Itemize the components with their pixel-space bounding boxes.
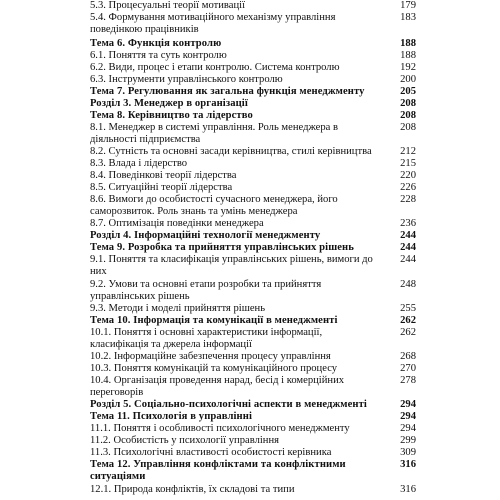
toc-entry-title: Тема 11. Психологія в управлінні	[90, 411, 253, 422]
toc-entry-title: 5.4. Формування мотиваційного механізму управління поведінкою працівників	[90, 12, 336, 35]
toc-entry-title: Тема 12. Управління конфліктами та конфліктними ситуаціями	[90, 459, 346, 482]
toc-entry-page: 270	[400, 363, 416, 374]
toc-entry-page: 294	[400, 423, 416, 434]
toc-entry-page: 200	[400, 74, 416, 85]
toc-entry-page: 244	[400, 254, 416, 265]
toc-entry-page: 299	[400, 435, 416, 446]
toc-entry-title: 8.3. Влада і лідерство	[90, 158, 188, 169]
toc-entry-page: 212	[400, 146, 416, 157]
toc-entry-page: 244	[400, 230, 416, 241]
toc-entry-title: 5.3. Процесуальні теорії мотивації	[90, 0, 246, 11]
toc-entry-page: 248	[400, 279, 416, 290]
toc-entry-title: 6.1. Поняття та суть контролю	[90, 50, 227, 61]
toc-entry-title: 11.2. Особистість у психології управління	[90, 435, 280, 446]
toc-entry-page: 294	[400, 399, 416, 410]
toc-entry-title: 9.3. Методи і моделі прийняття рішень	[90, 303, 266, 314]
toc-entry-title: 8.6. Вимоги до особистості сучасного менеджера, його саморозвиток. Роль знань та умінь менеджера	[90, 194, 338, 217]
toc-entry-page: 255	[400, 303, 416, 314]
toc-entry-page: 188	[400, 38, 416, 49]
toc-entry-page: 188	[400, 50, 416, 61]
toc-entry-page: 192	[400, 62, 416, 73]
toc-entry-page: 244	[400, 242, 416, 253]
toc-entry-title: Тема 9. Розробка та прийняття управлінських рішень	[90, 242, 354, 253]
toc-entry-page: 205	[400, 86, 416, 97]
toc-entry-title: 10.2. Інформаційне забезпечення процесу управління	[90, 351, 331, 362]
toc-entry-title: Розділ 5. Соціально-психологічні аспекти в менеджменті	[90, 399, 367, 410]
toc-entry-page: 236	[400, 218, 416, 229]
toc-entry-title: Тема 6. Функція контролю	[90, 38, 222, 49]
toc-entry-page: 179	[400, 0, 416, 11]
toc-entry-page: 208	[400, 122, 416, 133]
toc-entry-page: 208	[400, 98, 416, 109]
toc-entry-title: 8.4. Поведінкові теорії лідерства	[90, 170, 237, 181]
toc-entry-title: 11.3. Психологічні властивості особистості керівника	[90, 447, 332, 458]
toc-entry-title: 11.1. Поняття і особливості психологічного менеджменту	[90, 423, 350, 434]
toc-entry-title: Тема 8. Керівництво та лідерство	[90, 110, 253, 121]
toc-entry-title: 10.3. Поняття комунікацій та комунікаційного процесу	[90, 363, 338, 374]
toc-entry-page: 309	[400, 447, 416, 458]
toc-entry-title: 6.2. Види, процес і етапи контролю. Система контролю	[90, 62, 340, 73]
toc-entry-title: 8.5. Ситуаційні теорії лідерства	[90, 182, 233, 193]
toc-entry-title: 9.1. Поняття та класифікація управлінських рішень, вимоги до них	[90, 254, 373, 277]
toc-entry-title: 10.4. Організація проведення нарад, бесід і комерційних переговорів	[90, 375, 345, 398]
toc-entry-page: 262	[400, 327, 416, 338]
toc-entry-title: 10.1. Поняття і основні характеристики інформації, класифікація та джерела інформації	[90, 327, 323, 350]
toc-entry-title: 8.1. Менеджер в системі управління. Роль менеджера в діяльності підприємства	[90, 122, 338, 145]
toc-entry-page: 208	[400, 110, 416, 121]
toc-entry-page: 228	[400, 194, 416, 205]
toc-entry-title: 8.2. Сутність та основні засади керівництва, стилі керівництва	[90, 146, 372, 157]
toc-entry-title: Тема 7. Регулювання як загальна функція менеджменту	[90, 86, 365, 97]
toc-entry-page: 183	[400, 12, 416, 23]
toc-entry-title: 12.1. Природа конфліктів, їх складові та типи	[90, 484, 295, 495]
toc-entry-page: 226	[400, 182, 416, 193]
toc-entry-page: 316	[400, 484, 416, 495]
toc-entry-page: 215	[400, 158, 416, 169]
toc-entry-title: 6.3. Інструменти управлінського контролю	[90, 74, 283, 85]
toc-entry-title: 9.2. Умови та основні етапи розробки та прийняття управлінських рішень	[90, 279, 322, 302]
toc-entry-page: 220	[400, 170, 416, 181]
toc-entry-title: Розділ 3. Менеджер в організації	[90, 98, 248, 109]
toc-entry-title: Тема 10. Інформація та комунікації в менеджменті	[90, 315, 338, 326]
toc-entry-page: 294	[400, 411, 416, 422]
toc-entry-page: 262	[400, 315, 416, 326]
toc-entry-title: Розділ 4. Інформаційні технології менеджменту	[90, 230, 321, 241]
toc-entry-title: 8.7. Оптимізація поведінки менеджера	[90, 218, 264, 229]
toc-entry-page: 316	[400, 459, 416, 470]
toc-entry-page: 268	[400, 351, 416, 362]
toc-entry-page: 278	[400, 375, 416, 386]
